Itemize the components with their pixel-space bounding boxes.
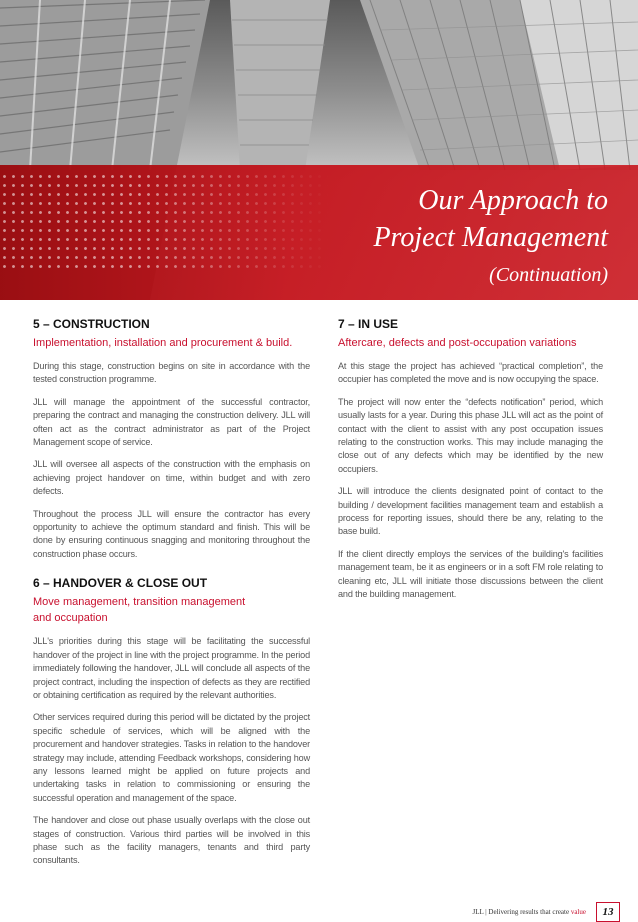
title-subtitle: (Continuation): [489, 264, 608, 286]
section-in-use: [338, 316, 603, 602]
paragraph: If the client directly employs the services of the building's facilities management team, be it as engineers or in a soft FM role relating to cleaning etc, JLL will initiate those discussions between the client and the building management.: [338, 548, 603, 600]
section-heading: 7 – IN USE: [338, 317, 399, 331]
page-footer: [473, 902, 621, 922]
dot-pattern-decoration: [0, 172, 330, 272]
paragraph: Throughout the process JLL will ensure the contractor has every opportunity to achieve the optimum standard and finish. This will be done by ensuring continuous snagging and monitoring throughout the construction phase occurs.: [33, 508, 310, 559]
section-handover: [33, 575, 310, 868]
footer-text: [473, 908, 587, 916]
section-subheading: Move management, transition management and occupation: [33, 596, 246, 625]
paragraph: Other services required during this period will be dictated by the project specific schedule of services, which will be aligned with the procurement and handover strategies. Tasks in relation to the handover strategy may include, attending Feedback workshops, considering how any lessons learned might be applied on future projects and undertaking tasks in relation to commissioning or ensuring the successful operation and management of the space.: [33, 712, 310, 803]
section-subheading: Aftercare, defects and post-occupation variations: [338, 337, 577, 349]
right-column: [338, 316, 603, 611]
paragraph: JLL will manage the appointment of the successful contractor, preparing the contract and managing the construction delivery. JLL will often act as the contract administrator as part of the Project Management scope of service.: [33, 396, 310, 448]
page-title: [308, 182, 608, 294]
paragraph: JLL will oversee all aspects of the construction with the emphasis on achieving project handover on time, within budget and with zero defects.: [33, 459, 310, 497]
left-column: [33, 316, 310, 877]
section-heading: 6 – HANDOVER & CLOSE OUT: [33, 576, 208, 591]
page-number: 13: [596, 902, 620, 922]
paragraph: The project will now enter the “defects notification” period, which usually lasts for a year. During this phase JLL will act as the point of contact with the client to assist with any post occupation issues relating to the construction works. This may include managing the close out of any defects which may be identified by the new occupiers.: [338, 396, 603, 474]
paragraph: JLL will introduce the clients designated point of contact to the building / development facilities management team and establish a process for reporting issues, should there be any, relating to the base build.: [338, 486, 603, 537]
section-construction: [33, 316, 310, 561]
section-subheading: Implementation, installation and procurement & build.: [33, 337, 293, 349]
footer-highlight: value: [570, 908, 586, 916]
title-line-2: Project Management: [373, 222, 608, 253]
paragraph: JLL's priorities during this stage will be facilitating the successful handover of the project in line with the project programme. In the period immediately following the handover, JLL will conclude all aspects of the project contract, including the inspection of defects as they are rectified or obtaining certification as required by the relevant authorities.: [33, 636, 310, 700]
paragraph: During this stage, construction begins on site in accordance with the tested construction programme.: [33, 361, 310, 385]
section-heading: 5 – CONSTRUCTION: [33, 317, 150, 331]
paragraph: The handover and close out phase usually overlaps with the close out stages of construction. Various third parties will be involved in this phase such as the facility managers, tenants and third party consultants.: [33, 815, 310, 866]
title-line-1: Our Approach to: [418, 185, 608, 216]
paragraph: At this stage the project has achieved “practical completion”, the occupier has completed the move and is now occupying the space.: [338, 361, 603, 385]
footer-tagline: JLL | Delivering results that create: [472, 908, 571, 916]
